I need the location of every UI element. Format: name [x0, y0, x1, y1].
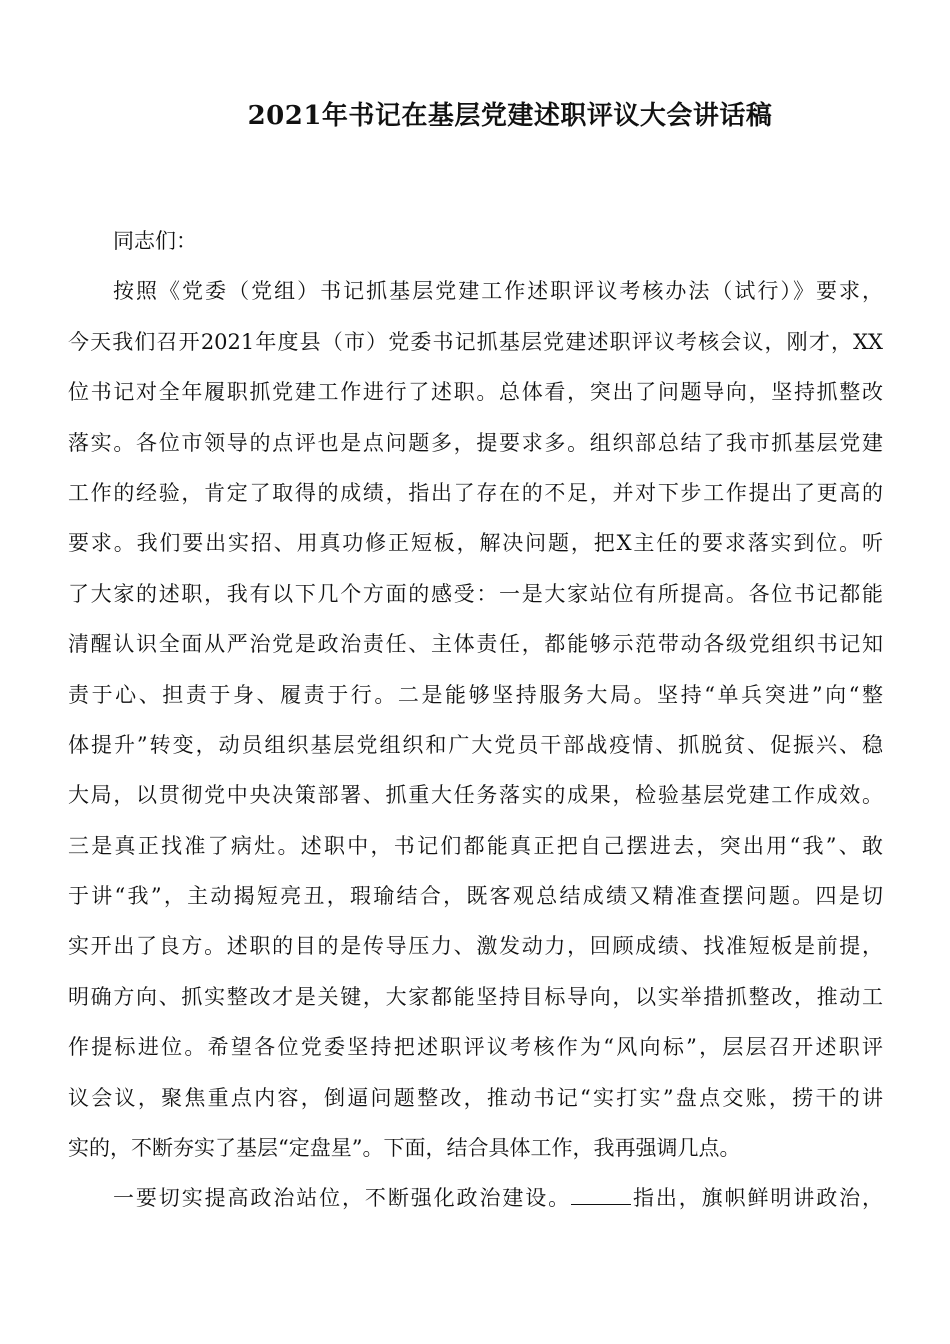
paragraph-line: 实的，不断夯实了基层“定盘星”。下面，结合具体工作，我再强调几点。 [68, 1136, 741, 1161]
paragraph-line: 清醒认识全面从严治党是政治责任、主体责任，都能够示范带动各级党组织书记知 [68, 632, 883, 657]
salutation: 同志们： [113, 229, 197, 253]
document-body [68, 216, 883, 1224]
paragraph-line: 议会议，聚焦重点内容，倒逼问题整改，推动书记“实打实”盘点交账，捞干的讲 [68, 1085, 883, 1110]
paragraph-line: 要求。我们要出实招、用真功修正短板，解决问题，把X主任的要求落实到位。听 [68, 531, 883, 556]
paragraph-line: 三是真正找准了病灶。述职中，书记们都能真正把自己摆进去，突出用“我”、敢 [68, 833, 883, 858]
blank-underline [571, 1184, 631, 1205]
paragraph-line: 落实。各位市领导的点评也是点问题多，提要求多。组织部总结了我市抓基层党建 [68, 430, 883, 455]
paragraph-line: 了大家的述职，我有以下几个方面的感受：一是大家站位有所提高。各位书记都能 [68, 581, 883, 606]
paragraph-line: 大局，以贯彻党中央决策部署、抓重大任务落实的成果，检验基层党建工作成效。 [68, 783, 883, 808]
paragraph-line: 位书记对全年履职抓党建工作进行了述职。总体看，突出了问题导向，坚持抓整改 [68, 380, 883, 405]
paragraph-line: 于讲“我”，主动揭短亮丑，瑕瑜结合，既客观总结成绩又精准查摆问题。四是切 [68, 884, 883, 909]
paragraph-line: 今天我们召开2021年度县（市）党委书记抓基层党建述职评议考核会议，刚才，XX [68, 329, 883, 354]
paragraph-line: 实开出了良方。述职的目的是传导压力、激发动力，回顾成绩、找准短板是前提， [68, 934, 883, 959]
paragraph-line [68, 1173, 883, 1223]
paragraph-text: 指出，旗帜鲜明讲政治， [631, 1186, 883, 1211]
paragraph-line: 作提标进位。希望各位党委坚持把述职评议考核作为“风向标”，层层召开述职评 [68, 1035, 883, 1060]
paragraph-line: 工作的经验，肯定了取得的成绩，指出了存在的不足，并对下步工作提出了更高的 [68, 480, 883, 505]
paragraph-line: 责于心、担责于身、履责于行。二是能够坚持服务大局。坚持“单兵突进”向“整 [68, 682, 883, 707]
paragraph-line: 按照《党委（党组）书记抓基层党建工作述职评议考核办法（试行）》要求， [113, 279, 883, 304]
paragraph-line: 体提升”转变，动员组织基层党组织和广大党员干部战疫情、抓脱贫、促振兴、稳 [68, 732, 883, 757]
paragraph-text: 一要切实提高政治站位，不断强化政治建设。 [113, 1186, 572, 1211]
paragraph-line: 明确方向、抓实整改才是关键，大家都能坚持目标导向，以实举措抓整改，推动工 [68, 984, 883, 1009]
document-title: 2021年书记在基层党建述职评议大会讲话稿 [247, 101, 773, 131]
